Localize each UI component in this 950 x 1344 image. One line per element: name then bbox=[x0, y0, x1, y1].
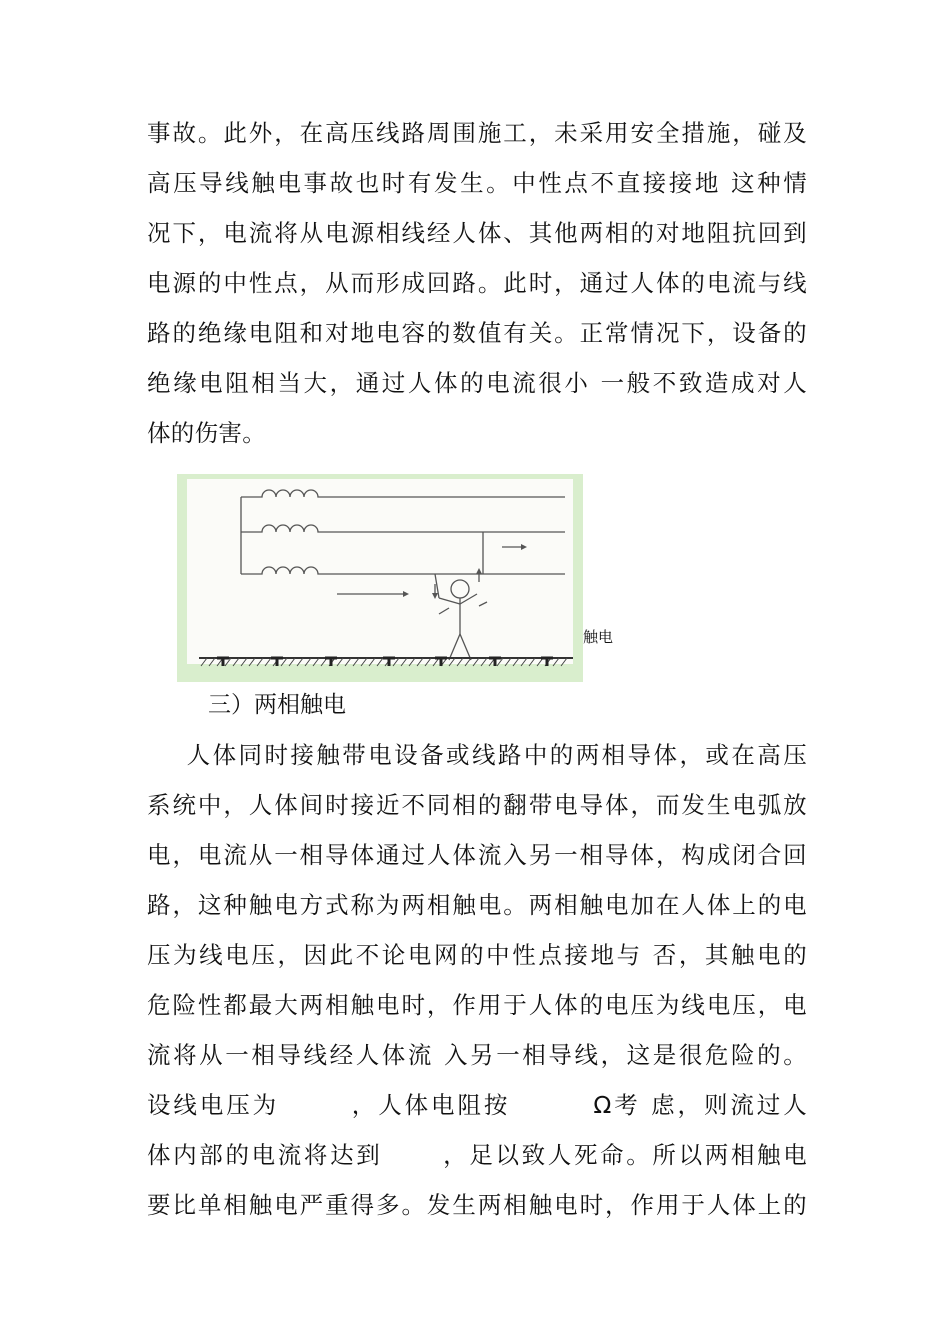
text-line: 事故。此外，在高压线路周围施工，未采用安全措施，碰及 bbox=[147, 119, 807, 147]
text-line: 系统中，人体间时接近不同相的翻带电导体，而发生电弧放 bbox=[147, 791, 807, 819]
text-line: 体内部的电流将达到 ，足以致人死命。所以两相触电 bbox=[147, 1141, 807, 1169]
text-line: 压为线电压，因此不论电网的中性点接地与 否，其触电的 bbox=[147, 941, 807, 969]
text-line: 体的伤害。 bbox=[147, 419, 266, 447]
text-line: 况下，电流将从电源相线经人体、其他两相的对地阻抗回到 bbox=[147, 219, 807, 247]
text-line: 绝缘电阻相当大，通过人体的电流很小 一般不致造成对人 bbox=[147, 369, 807, 397]
text-line: 电，电流从一相导体通过人体流入另一相导体，构成闭合回 bbox=[147, 841, 807, 869]
section-heading: 三）两相触电 bbox=[208, 692, 346, 718]
figure-paper bbox=[187, 479, 573, 664]
circuit-diagram bbox=[177, 474, 583, 682]
text-line: 设线电压为 ，人体电阻按 Ω考 虑，则流过人 bbox=[147, 1091, 807, 1119]
figure-caption: 触电 bbox=[583, 628, 614, 646]
text-line: 路，这种触电方式称为两相触电。两相触电加在人体上的电 bbox=[147, 891, 807, 919]
text-line: 流将从一相导线经人体流 入另一相导线，这是很危险的。 bbox=[147, 1041, 807, 1069]
text-line: 高压导线触电事故也时有发生。中性点不直接接地 这种情 bbox=[147, 169, 807, 197]
text-line: 人体同时接触带电设备或线路中的两相导体，或在高压 bbox=[147, 741, 807, 769]
text-line: 要比单相触电严重得多。发生两相触电时，作用于人体上的 bbox=[147, 1191, 807, 1219]
circuit-figure bbox=[177, 474, 583, 682]
text-line: 电源的中性点，从而形成回路。此时，通过人体的电流与线 bbox=[147, 269, 807, 297]
text-line: 路的绝缘电阻和对地电容的数值有关。正常情况下，设备的 bbox=[147, 319, 807, 347]
text-line: 危险性都最大两相触电时，作用于人体的电压为线电压，电 bbox=[147, 991, 807, 1019]
